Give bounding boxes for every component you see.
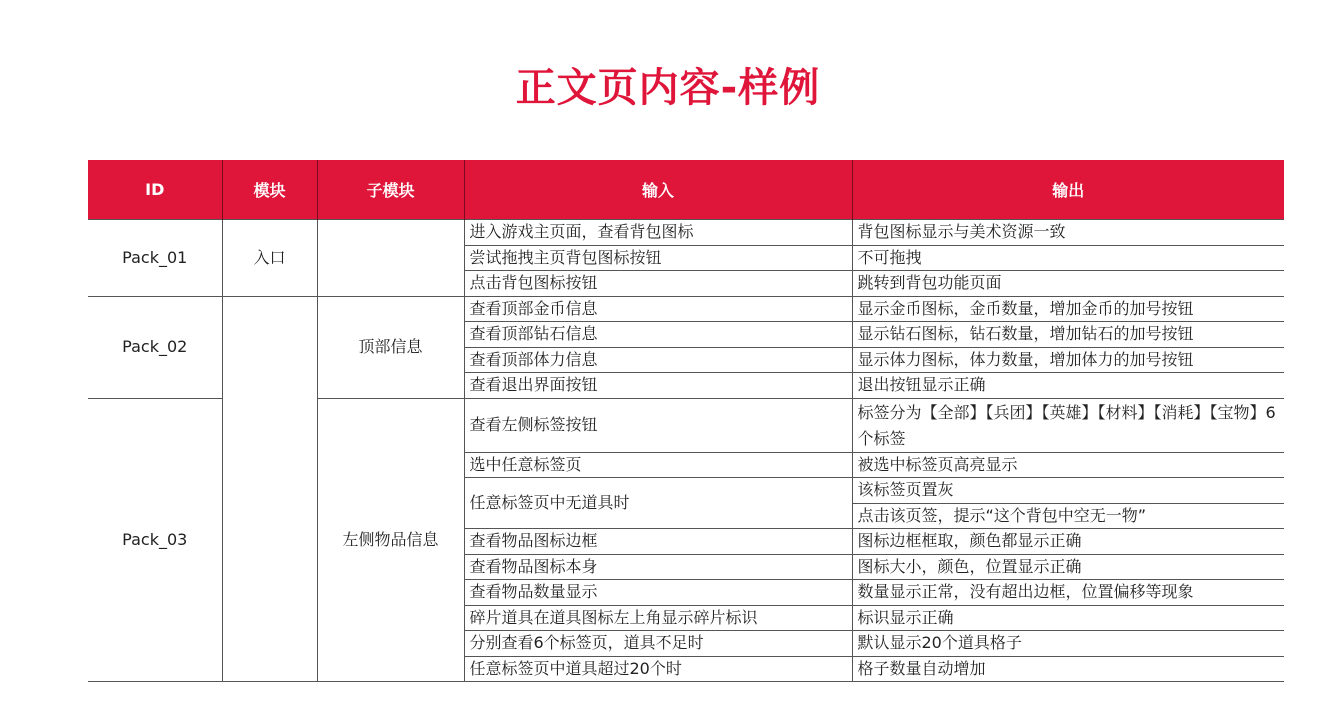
- input-cell: 查看顶部金币信息: [464, 296, 852, 322]
- header-output: 输出: [852, 160, 1284, 220]
- input-cell: 分别查看6个标签页，道具不足时: [464, 631, 852, 657]
- input-cell: 任意标签页中无道具时: [464, 478, 852, 529]
- input-cell: 查看顶部体力信息: [464, 347, 852, 373]
- input-cell: 查看退出界面按钮: [464, 373, 852, 399]
- input-cell: 查看物品图标边框: [464, 529, 852, 555]
- test-case-table: [88, 160, 1284, 682]
- output-cell: 数量显示正常，没有超出边框，位置偏移等现象: [852, 580, 1284, 606]
- id-cell: Pack_01: [88, 220, 222, 297]
- input-cell: 查看物品数量显示: [464, 580, 852, 606]
- page-title: 正文页内容-样例: [515, 65, 821, 111]
- input-cell: 选中任意标签页: [464, 452, 852, 478]
- input-cell: 查看左侧标签按钮: [464, 398, 852, 452]
- submodule-cell: [317, 220, 464, 297]
- output-cell: 标签分为【全部】【兵团】【英雄】【材料】【消耗】【宝物】6个标签: [852, 398, 1284, 452]
- id-cell: Pack_02: [88, 296, 222, 398]
- output-cell: 背包图标显示与美术资源一致: [852, 220, 1284, 246]
- submodule-cell: 左侧物品信息: [317, 398, 464, 682]
- input-cell: 任意标签页中道具超过20个时: [464, 656, 852, 682]
- module-cell: 入口: [222, 220, 317, 297]
- output-cell: 图标边框框取，颜色都显示正确: [852, 529, 1284, 555]
- table-row: [88, 220, 1284, 246]
- output-cell: 被选中标签页高亮显示: [852, 452, 1284, 478]
- table-row: [88, 296, 1284, 322]
- output-cell: 该标签页置灰: [852, 478, 1284, 504]
- output-cell: 不可拖拽: [852, 245, 1284, 271]
- input-cell: 碎片道具在道具图标左上角显示碎片标识: [464, 605, 852, 631]
- table-header-row: [88, 160, 1284, 220]
- output-cell: 显示金币图标，金币数量，增加金币的加号按钮: [852, 296, 1284, 322]
- output-cell: 图标大小，颜色，位置显示正确: [852, 554, 1284, 580]
- input-cell: 进入游戏主页面，查看背包图标: [464, 220, 852, 246]
- module-cell: [222, 296, 317, 682]
- output-cell: 显示钻石图标，钻石数量，增加钻石的加号按钮: [852, 322, 1284, 348]
- id-cell: Pack_03: [88, 398, 222, 682]
- output-cell: 格子数量自动增加: [852, 656, 1284, 682]
- input-cell: 查看顶部钻石信息: [464, 322, 852, 348]
- header-id: ID: [88, 160, 222, 220]
- output-cell: 显示体力图标，体力数量，增加体力的加号按钮: [852, 347, 1284, 373]
- output-cell: 跳转到背包功能页面: [852, 271, 1284, 297]
- output-cell: 点击该页签，提示“这个背包中空无一物”: [852, 503, 1284, 529]
- input-cell: 尝试拖拽主页背包图标按钮: [464, 245, 852, 271]
- input-cell: 查看物品图标本身: [464, 554, 852, 580]
- header-module: 模块: [222, 160, 317, 220]
- output-cell: 标识显示正确: [852, 605, 1284, 631]
- output-cell: 退出按钮显示正确: [852, 373, 1284, 399]
- input-cell: 点击背包图标按钮: [464, 271, 852, 297]
- header-submodule: 子模块: [317, 160, 464, 220]
- output-cell: 默认显示20个道具格子: [852, 631, 1284, 657]
- header-input: 输入: [464, 160, 852, 220]
- submodule-cell: 顶部信息: [317, 296, 464, 398]
